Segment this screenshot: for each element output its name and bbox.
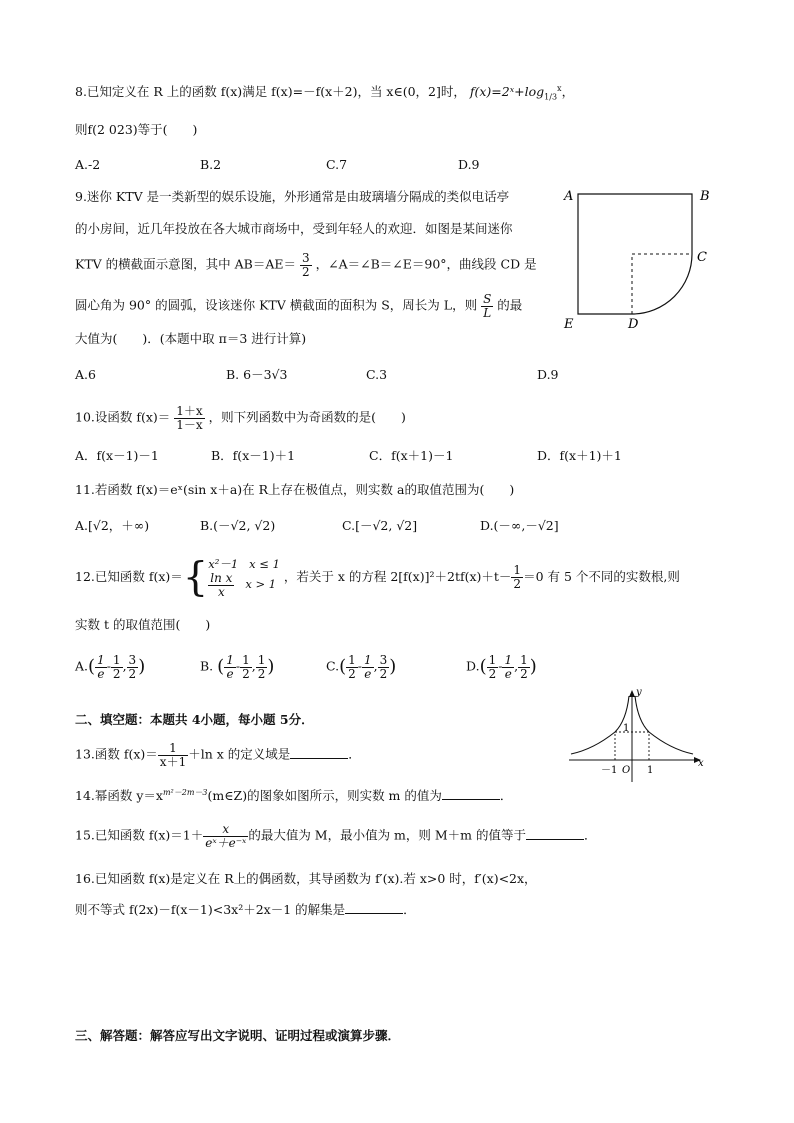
q9-ratio-den: L <box>483 305 492 320</box>
den: e <box>504 666 512 681</box>
q9-line3-text: KTV 的横截面示意图，其中 AB＝AE＝ <box>75 256 297 272</box>
case2-cond: x > 1 <box>245 577 277 592</box>
q15-text-b: 的最大值为 M，最小值为 m，则 M＋m 的值等于 <box>248 827 527 843</box>
q9-line2: 的小房间，近几年投放在各大城市商场中，受到年轻人的欢迎．如图是某间迷你 <box>75 221 513 236</box>
q12-half-den: 2 <box>513 577 522 592</box>
origin-label: O <box>622 765 631 776</box>
q8-line2: 则f(2 023)等于( ) <box>75 122 198 137</box>
case1-cond: x ≤ 1 <box>249 557 280 571</box>
q9-line5: 大值为( )．(本题中取 π＝3 进行计算) <box>75 331 307 346</box>
q12-option-a: A.( $\frac{1}{e}$ - $\frac{1}{2}$ , $\frac{3}{2}$ ) <box>75 653 146 681</box>
q13-text: 13.函数 f(x)＝ <box>75 746 158 762</box>
q8-text: 8.已知定义在 R 上的函数 f(x)满足 f(x)=－f(x＋2)，当 x∈(0，2]时， <box>75 84 466 100</box>
q14-answer-blank <box>442 787 500 800</box>
frac <box>127 654 139 680</box>
q16-text: 则不等式 f(2x)－f(x－1)<3x²＋2x－1 的解集是 <box>75 902 346 917</box>
frac <box>111 654 123 680</box>
q12-option-b: B. ( $\frac{1}{e}$ - $\frac{1}{2}$ , $\frac{1}{2}$ ) <box>200 653 275 681</box>
den: 2 <box>242 666 250 681</box>
section-answer-title: 三、解答题：解答应写出文字说明、证明过程或演算步骤． <box>75 1028 401 1043</box>
q9-ratio-num: S <box>483 292 492 306</box>
den: 2 <box>520 666 528 681</box>
q9-option-c: C.3 <box>366 367 388 382</box>
power-function-graph <box>565 688 710 784</box>
q8-punct: ， <box>561 84 575 100</box>
label-c: C <box>697 250 707 265</box>
frac <box>95 654 107 680</box>
num: 1 <box>97 653 105 667</box>
q10-option-a: A．f(x－1)－1 <box>75 448 159 463</box>
q15-frac-den: eˣ＋e⁻ˣ <box>205 835 247 850</box>
q11-option-b: B.(－√2, √2) <box>200 518 276 533</box>
q15-fraction <box>203 823 248 849</box>
q12-option-d-label: D. <box>466 658 480 674</box>
num: 1 <box>520 653 528 667</box>
paren-close: ) <box>267 656 275 678</box>
q8-option-a: A.-2 <box>75 157 101 172</box>
q9-line1: 9.迷你 KTV 是一类新型的娱乐设施，外形通常是由玻璃墙分隔成的类似电话亭 <box>75 189 510 204</box>
den: 2 <box>348 666 356 681</box>
q9-line3-text-b: ，∠A＝∠B＝∠E＝90°，曲线段 CD 是 <box>315 256 537 272</box>
q9-line4-text-b: 的最 <box>497 297 523 313</box>
q8-line1 <box>75 80 574 107</box>
den: e <box>97 666 105 681</box>
q10-text: 10.设函数 f(x)＝ <box>75 409 171 425</box>
q16-answer-blank <box>345 901 403 914</box>
frac <box>362 654 374 680</box>
x-tick-neg-one: －1 <box>601 765 618 776</box>
q12-text-b: ，若关于 x 的方程 2[f(x)]²＋2tf(x)＋t－ <box>283 569 512 585</box>
piecewise-brace: { <box>182 554 209 601</box>
q12-option-a-label: A. <box>75 658 89 674</box>
q10-option-b: B．f(x－1)＋1 <box>211 448 296 463</box>
q11-option-c: C.[－√2, √2] <box>342 518 418 533</box>
case1-expr: x²－1 <box>208 557 239 571</box>
label-d: D <box>628 317 639 332</box>
q13-frac-num: 1 <box>158 742 188 756</box>
q9-option-a: A.6 <box>75 367 96 382</box>
curve-left <box>571 696 629 754</box>
label-e: E <box>564 317 574 332</box>
q13-text-b: ＋ln x 的定义域是 <box>188 746 291 762</box>
q9-frac-num: 3 <box>302 251 310 265</box>
frac <box>346 654 358 680</box>
q10-option-c: C．f(x＋1)－1 <box>369 448 454 463</box>
num: 3 <box>128 653 137 667</box>
frac <box>518 654 530 680</box>
q15-text: 15.已知函数 f(x)＝1＋ <box>75 827 204 843</box>
q16-punct: ． <box>403 902 416 917</box>
q14-text: 14.幂函数 y＝x <box>75 788 163 804</box>
paren-close: ) <box>138 656 146 678</box>
q14-line <box>75 784 512 805</box>
num: 1 <box>242 653 250 667</box>
q9-option-b: B. 6－3√3 <box>226 367 288 382</box>
den: 2 <box>488 666 497 681</box>
label-b: B <box>700 189 710 204</box>
q8-log-base: 1/3 <box>544 92 558 102</box>
num: 1 <box>257 653 266 667</box>
q12-line1 <box>75 554 680 601</box>
q13-answer-blank <box>290 746 348 759</box>
x-tick-one: 1 <box>647 765 654 776</box>
q10-option-d: D．f(x＋1)＋1 <box>537 448 622 463</box>
q8-option-c: C.7 <box>326 157 348 172</box>
section-fill-in-title: 二、填空题：本题共 4小题，每小题 5分． <box>75 712 314 727</box>
q12-line2: 实数 t 的取值范围( ) <box>75 617 211 632</box>
frac <box>256 654 268 680</box>
label-a: A <box>564 189 574 204</box>
q14-exponent: m²－2m－3 <box>162 788 208 797</box>
piecewise-cases <box>208 557 280 598</box>
paren-open: ( <box>88 656 96 678</box>
num: 1 <box>226 653 234 667</box>
q10-line1 <box>75 405 406 431</box>
q13-frac-den: x＋1 <box>159 754 187 769</box>
den: e <box>226 666 234 681</box>
paren-close: ) <box>529 656 537 678</box>
q9-line4 <box>75 293 522 319</box>
frac <box>487 654 499 680</box>
q12-option-b-label: B. <box>200 658 214 674</box>
num: 1 <box>112 653 121 667</box>
q11-option-d: D.(－∞,－√2] <box>480 518 559 533</box>
q12-half-num: 1 <box>513 563 522 578</box>
den: 2 <box>257 666 266 681</box>
paren-open: ( <box>339 656 347 678</box>
q13-line <box>75 742 361 768</box>
y-tick-one: 1 <box>623 723 630 734</box>
paren-open: ( <box>217 656 225 678</box>
y-label: y <box>636 688 642 698</box>
q15-answer-blank <box>526 827 584 840</box>
q9-ratio <box>481 293 493 319</box>
q8-log-arg: x <box>557 84 562 93</box>
q13-punct: ． <box>348 746 361 762</box>
q14-punct: ． <box>499 788 513 804</box>
q11-option-a: A.[√2，＋∞) <box>75 518 150 533</box>
ktv-cross-section-figure <box>560 182 720 334</box>
q9-line3 <box>75 252 537 278</box>
den: e <box>364 666 372 681</box>
q12-option-d: D.( $\frac{1}{2}$ - $\frac{1}{e}$ , $\frac{1}{2}$ ) <box>466 653 537 681</box>
q9-frac-den: 2 <box>302 264 310 279</box>
frac <box>240 654 252 680</box>
q12-text: 12.已知函数 f(x)＝ <box>75 569 183 585</box>
q9-option-d: D.9 <box>537 367 559 382</box>
q15-line <box>75 823 597 849</box>
num: 1 <box>504 653 513 667</box>
q16-line2 <box>75 901 416 919</box>
q12-text-c: ＝0 有 5 个不同的实数根,则 <box>523 569 680 585</box>
frac <box>378 654 390 680</box>
q12-half <box>511 564 523 590</box>
den: 2 <box>379 666 388 681</box>
arc-radius-lines <box>632 254 692 314</box>
paren-open: ( <box>479 656 487 678</box>
q8-option-d: D.9 <box>458 157 480 172</box>
q10-fraction <box>174 405 204 431</box>
q12-option-c-label: C. <box>326 658 340 674</box>
y-arrow <box>629 690 635 697</box>
num: 1 <box>364 653 372 667</box>
q8-function: f(x)=2ˣ+log <box>469 84 545 100</box>
q15-punct: ． <box>584 827 597 843</box>
q10-frac-num: 1＋x <box>176 404 203 418</box>
q14-text-b: (m∈Z)的图象如图所示，则实数 m 的值为 <box>207 788 442 804</box>
q15-frac-num: x <box>203 823 248 837</box>
case2-num: ln x <box>210 570 233 585</box>
q13-fraction <box>158 742 188 768</box>
q10-frac-den: 1－x <box>176 417 203 432</box>
den: 2 <box>112 666 121 681</box>
case2-frac <box>208 572 234 598</box>
den: 2 <box>128 666 137 681</box>
paren-close: ) <box>389 656 397 678</box>
case2-den: x <box>217 584 225 599</box>
q12-option-c: C.( $\frac{1}{2}$ - $\frac{1}{e}$ , $\frac{3}{2}$ ) <box>326 653 397 681</box>
q9-fraction <box>300 252 312 278</box>
num: 1 <box>488 653 497 667</box>
q11-line1: 11.若函数 f(x)＝eˣ(sin x＋a)在 R上存在极值点，则实数 a的取值范围为( ) <box>75 482 515 497</box>
curve-right <box>635 696 693 754</box>
q10-text-b: ，则下列函数中为奇函数的是( ) <box>208 409 406 425</box>
frac <box>224 654 236 680</box>
x-label: x <box>698 758 704 769</box>
num: 1 <box>348 653 356 667</box>
q16-line1: 16.已知函数 f(x)是定义在 R上的偶函数，其导函数为 f′(x).若 x>0 时，f′(x)<2x， <box>75 871 537 886</box>
q8-option-b: B.2 <box>200 157 222 172</box>
frac <box>502 654 514 680</box>
num: 3 <box>379 653 388 667</box>
q9-line4-text: 圆心角为 90° 的圆弧，设该迷你 KTV 横截面的面积为 S，周长为 L，则 <box>75 297 478 313</box>
